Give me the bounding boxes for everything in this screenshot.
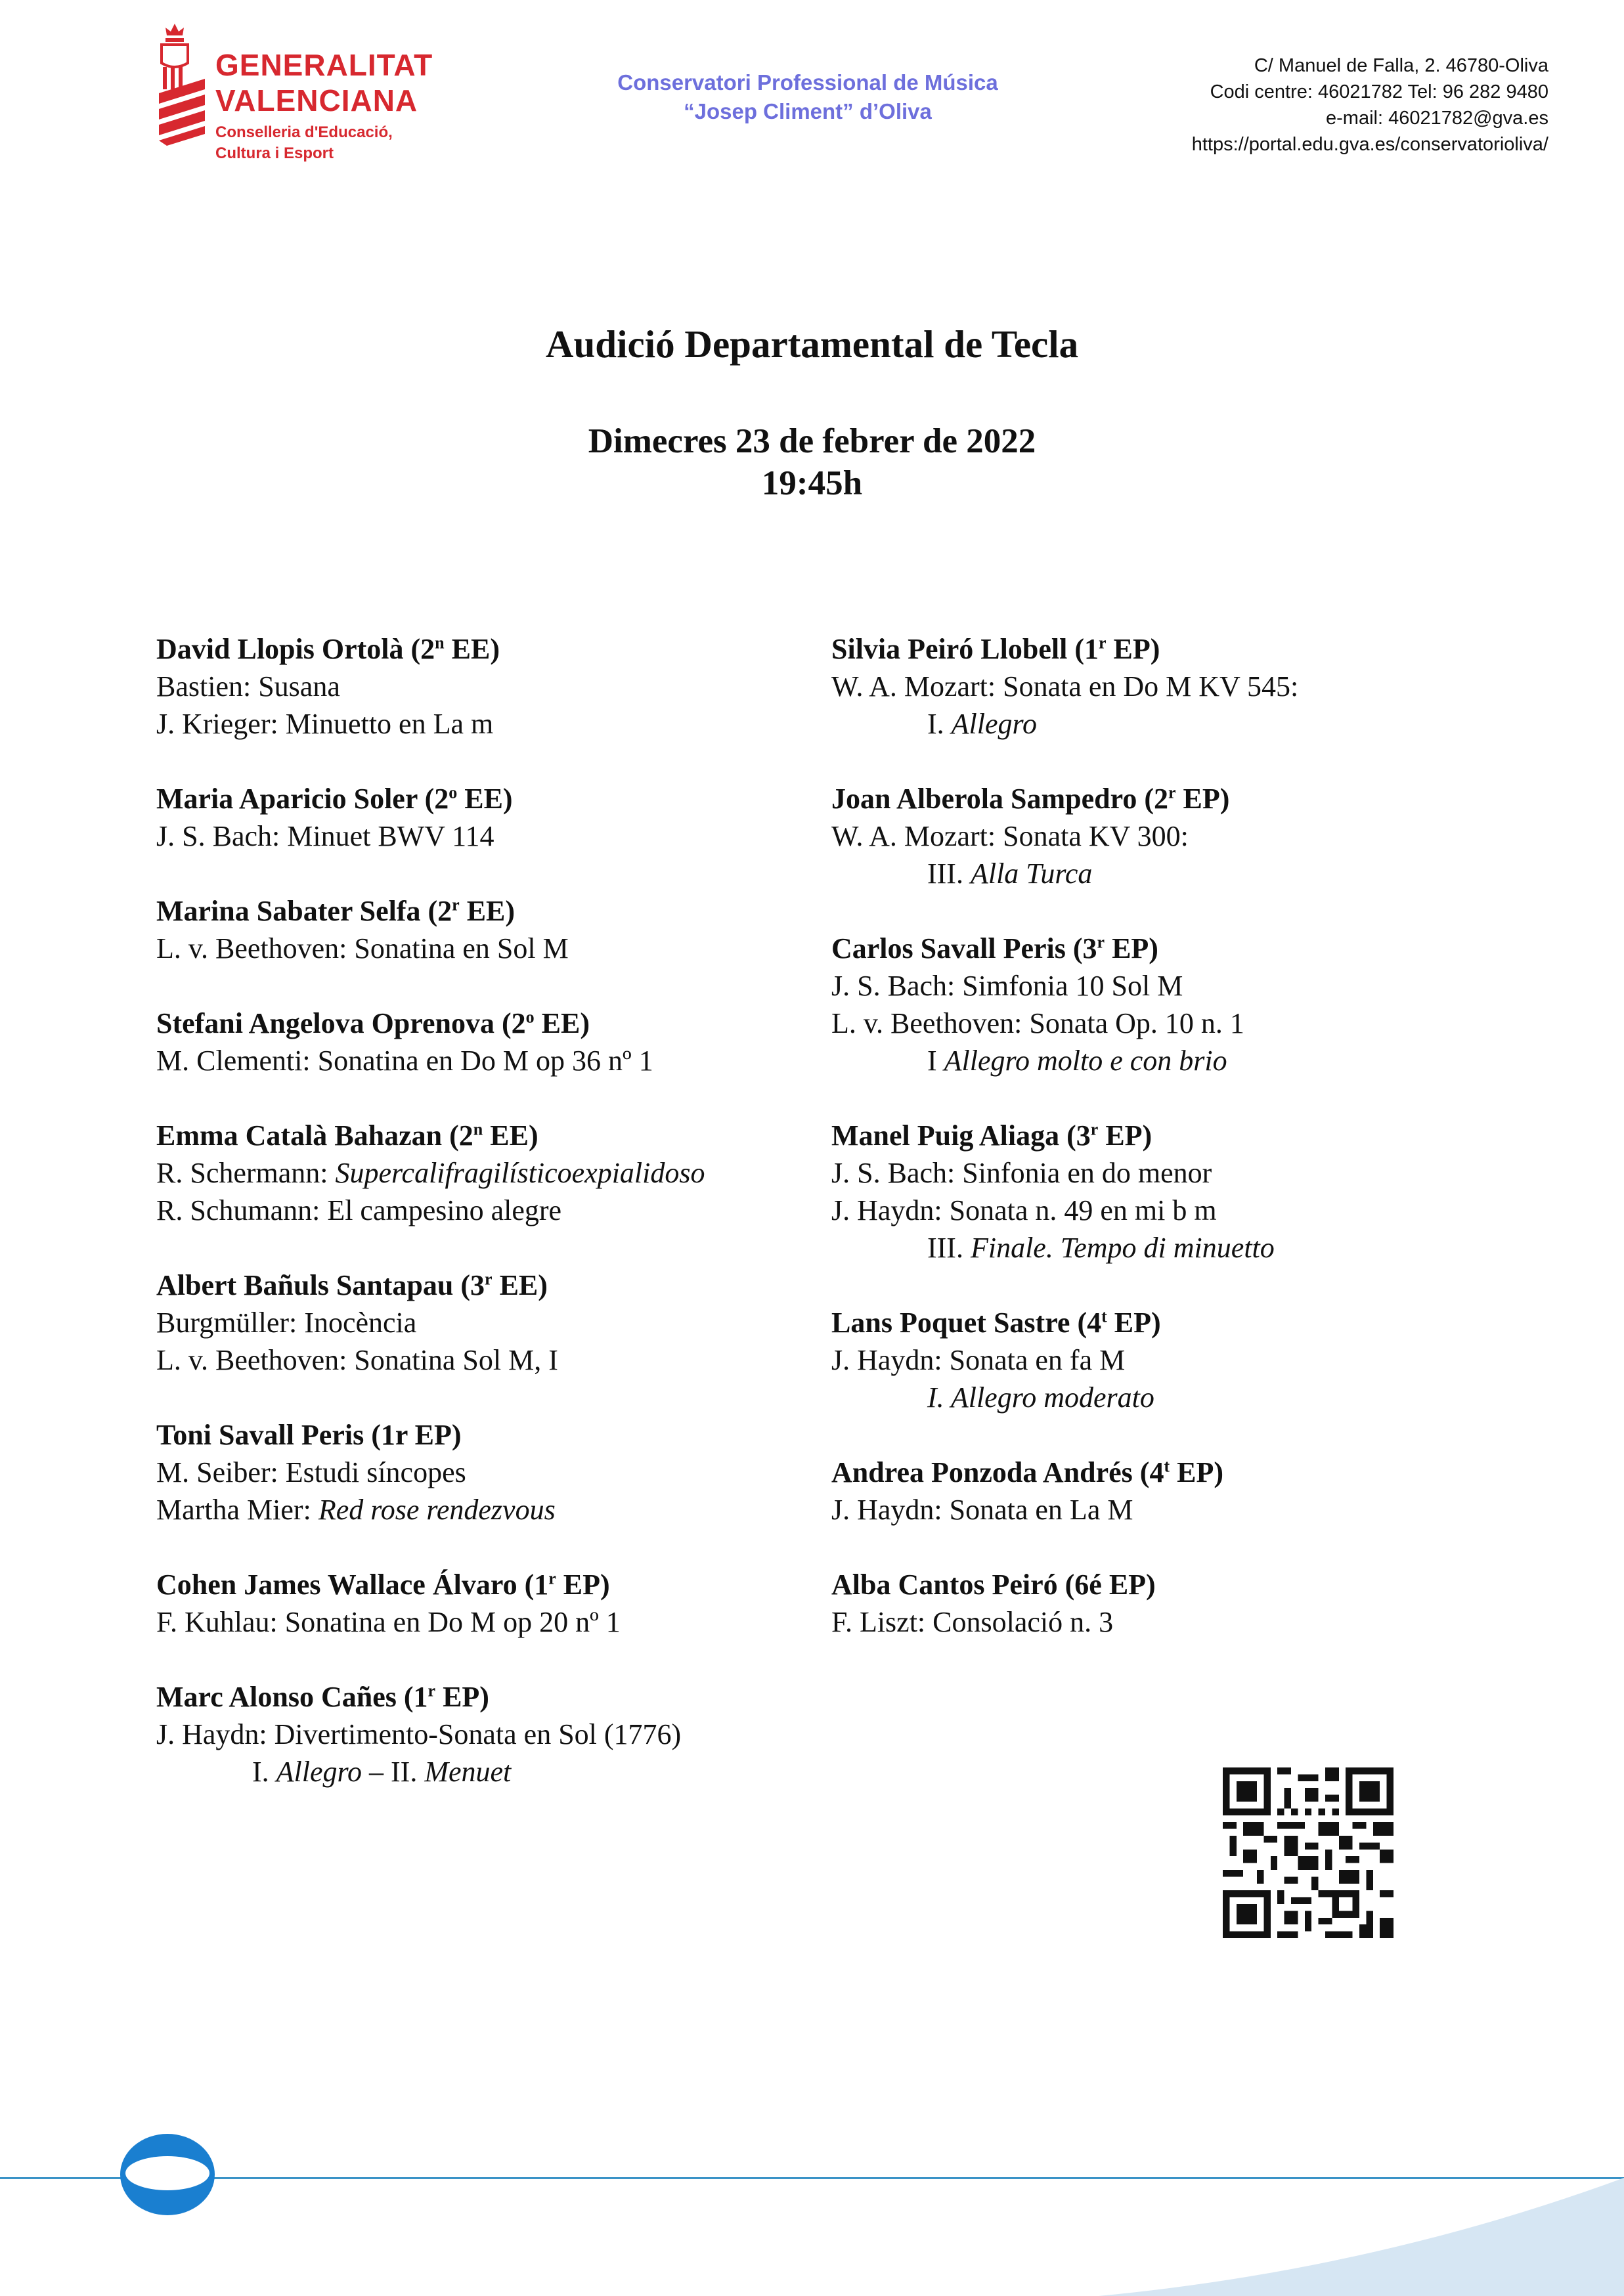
program-entry — [156, 1005, 813, 1079]
footer-wave-icon — [1099, 2165, 1624, 2296]
performer-name: Emma Català Bahazan (2$^n$ EE) — [156, 1119, 538, 1152]
program-entry — [156, 1678, 813, 1790]
performer-name: Alba Cantos Peiró (6é EP) — [831, 1569, 1156, 1601]
performer-name: Lans Poquet Sastre (4$^t$ EP) — [831, 1307, 1161, 1339]
performer-name: Andrea Ponzoda Andrés (4$^t$ EP) — [831, 1456, 1224, 1488]
event-time: 19:45h — [761, 464, 863, 502]
piece: J. Haydn: Divertimento-Sonata en Sol (1776) — [156, 1718, 682, 1750]
contact-codes: Codi centre: 46021782 Tel: 96 282 9480 — [1210, 81, 1548, 102]
performer-name: Marina Sabater Selfa (2$^r$ EE) — [156, 895, 516, 927]
piece: L. v. Beethoven: Sonatina en Sol M — [156, 932, 569, 964]
footer-emblem-inner — [125, 2156, 209, 2190]
program-entry — [156, 780, 813, 855]
piece: Bastien: Susana — [156, 670, 340, 703]
performer-name: Toni Savall Peris (1r EP) — [156, 1419, 462, 1451]
contact-web: https://portal.edu.gva.es/conservatorioliva/ — [1191, 134, 1548, 155]
performer-name: Albert Bañuls Santapau (3$^r$ EE) — [156, 1269, 548, 1301]
program-entry — [831, 630, 1488, 743]
piece: F. Liszt: Consolació n. 3 — [831, 1606, 1114, 1638]
logo-subtitle-2: Cultura i Esport — [215, 144, 334, 162]
school-name-line-1: Conservatori Professional de Música — [617, 70, 998, 95]
movement: III. Finale. Tempo di minuetto — [927, 1232, 1275, 1264]
program-entry — [156, 1117, 813, 1229]
performer-name: Marc Alonso Cañes (1$^r$ EP) — [156, 1681, 489, 1713]
contact-address: C/ Manuel de Falla, 2. 46780-Oliva — [1254, 55, 1548, 76]
event-datetime — [0, 420, 1624, 504]
program-right-column — [831, 630, 1488, 1641]
performer-name: Manel Puig Aliaga (3$^r$ EP) — [831, 1119, 1152, 1152]
program-entry — [156, 1267, 813, 1379]
movement: I. Allegro – II. Menuet — [252, 1756, 512, 1788]
footer-emblem-icon — [120, 2134, 215, 2215]
program-entry — [156, 630, 813, 743]
piece: J. S. Bach: Sinfonia en do menor — [831, 1157, 1212, 1189]
piece: W. A. Mozart: Sonata en Do M KV 545: — [831, 670, 1299, 703]
piece: L. v. Beethoven: Sonata Op. 10 n. 1 — [831, 1007, 1244, 1039]
piece: Martha Mier: Red rose rendezvous — [156, 1494, 556, 1526]
program-entry — [831, 930, 1488, 1079]
piece: R. Schermann: Supercalifragilísticoexpialidoso — [156, 1157, 705, 1189]
logo-line-1: GENERALITAT — [215, 48, 433, 82]
performer-name: Stefani Angelova Oprenova (2$^o$ EE) — [156, 1007, 590, 1039]
piece: F. Kuhlau: Sonatina en Do M op 20 nº 1 — [156, 1606, 621, 1638]
page-title: Audició Departamental de Tecla — [545, 322, 1079, 366]
movement: I Allegro molto e con brio — [927, 1045, 1227, 1077]
program-entry — [831, 1566, 1488, 1641]
piece: J. S. Bach: Simfonia 10 Sol M — [831, 970, 1183, 1002]
movement: I. Allegro — [927, 708, 1038, 740]
piece: M. Clementi: Sonatina en Do M op 36 nº 1 — [156, 1045, 653, 1077]
performer-name: Cohen James Wallace Álvaro (1$^r$ EP) — [156, 1569, 610, 1601]
program-entry — [156, 1566, 813, 1641]
performer-name: David Llopis Ortolà (2$^n$ EE) — [156, 633, 500, 665]
performer-name: Silvia Peiró Llobell (1$^r$ EP) — [831, 633, 1160, 665]
school-name — [552, 68, 1064, 126]
piece: J. Haydn: Sonata n. 49 en mi b m — [831, 1194, 1217, 1226]
generalitat-logo — [156, 21, 445, 162]
piece: J. Krieger: Minuetto en La m — [156, 708, 494, 740]
piece: R. Schumann: El campesino alegre — [156, 1194, 562, 1226]
piece: W. A. Mozart: Sonata KV 300: — [831, 820, 1189, 852]
logo-line-2: VALENCIANA — [215, 83, 418, 118]
piece: J. Haydn: Sonata en La M — [831, 1494, 1133, 1526]
performer-name: Maria Aparicio Soler (2$^o$ EE) — [156, 783, 513, 815]
coat-of-arms-icon — [156, 21, 208, 146]
program-entry — [156, 1416, 813, 1528]
qr-code[interactable] — [1223, 1767, 1394, 1938]
piece: Burgmüller: Inocència — [156, 1307, 417, 1339]
piece: J. Haydn: Sonata en fa M — [831, 1344, 1126, 1376]
program-entry — [831, 1304, 1488, 1416]
program-entry — [156, 892, 813, 967]
contact-email: e-mail: 46021782@gva.es — [1326, 108, 1548, 129]
performer-name: Joan Alberola Sampedro (2$^r$ EP) — [831, 783, 1230, 815]
piece: J. S. Bach: Minuet BWV 114 — [156, 820, 494, 852]
program-left-column — [156, 630, 813, 1790]
piece: M. Seiber: Estudi síncopes — [156, 1456, 466, 1488]
piece: L. v. Beethoven: Sonatina Sol M, I — [156, 1344, 558, 1376]
event-date: Dimecres 23 de febrer de 2022 — [588, 422, 1036, 460]
contact-block — [1077, 53, 1576, 158]
school-name-line-2: “Josep Climent” d’Oliva — [684, 99, 932, 123]
performer-name: Carlos Savall Peris (3$^r$ EP) — [831, 932, 1158, 964]
movement: I. Allegro moderato — [927, 1381, 1154, 1414]
program-entry — [831, 1454, 1488, 1528]
program-entry — [831, 1117, 1488, 1267]
logo-subtitle-1: Conselleria d'Educació, — [215, 123, 393, 141]
movement: III. Alla Turca — [927, 857, 1093, 890]
program-entry — [831, 780, 1488, 892]
